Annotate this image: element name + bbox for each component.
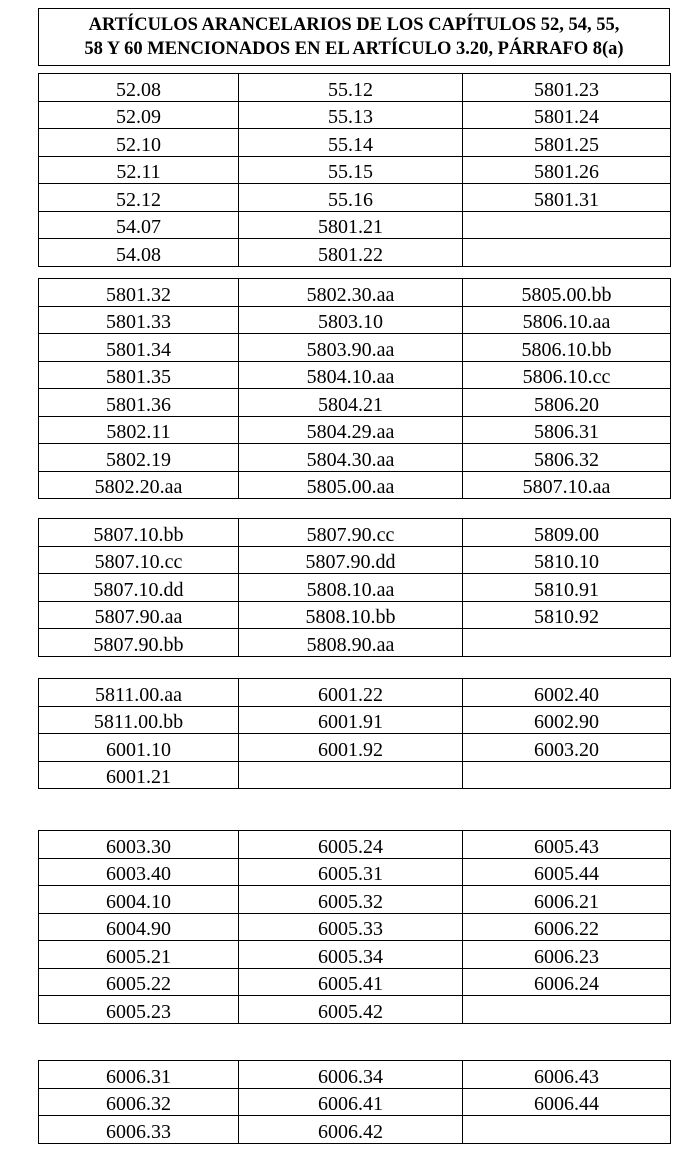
table-row bbox=[39, 831, 671, 859]
table-row bbox=[39, 184, 671, 212]
tariff-code-cell: 5801.34 bbox=[39, 334, 239, 362]
tariff-table bbox=[38, 1060, 671, 1144]
tariff-code-cell: 5801.25 bbox=[463, 129, 671, 157]
tariff-code-cell bbox=[463, 1116, 671, 1144]
tariff-code-cell: 5810.10 bbox=[463, 546, 671, 574]
tariff-code-cell: 5806.10.bb bbox=[463, 334, 671, 362]
tariff-code-cell: 5801.26 bbox=[463, 156, 671, 184]
tariff-code-cell bbox=[463, 761, 671, 789]
tariff-code-cell: 5811.00.aa bbox=[39, 679, 239, 707]
tariff-code-cell: 54.07 bbox=[39, 211, 239, 239]
tariff-code-cell: 6003.40 bbox=[39, 858, 239, 886]
table-row bbox=[39, 968, 671, 996]
tariff-code-cell: 5801.24 bbox=[463, 101, 671, 129]
table-row bbox=[39, 101, 671, 129]
tariff-code-cell: 6005.21 bbox=[39, 941, 239, 969]
tariff-table bbox=[38, 73, 671, 267]
table-row bbox=[39, 886, 671, 914]
tariff-code-cell: 54.08 bbox=[39, 239, 239, 267]
tariff-code-cell: 6005.42 bbox=[239, 996, 463, 1024]
tariff-code-cell: 5801.33 bbox=[39, 306, 239, 334]
table-row bbox=[39, 129, 671, 157]
tariff-table-6 bbox=[38, 1060, 670, 1144]
tariff-code-cell: 55.16 bbox=[239, 184, 463, 212]
table-row bbox=[39, 156, 671, 184]
tariff-code-cell: 6005.22 bbox=[39, 968, 239, 996]
tariff-code-cell: 5802.20.aa bbox=[39, 471, 239, 499]
tariff-code-cell: 6006.34 bbox=[239, 1061, 463, 1089]
tariff-code-cell bbox=[239, 761, 463, 789]
tariff-code-cell: 6001.92 bbox=[239, 734, 463, 762]
table-row bbox=[39, 74, 671, 102]
tariff-code-cell: 52.10 bbox=[39, 129, 239, 157]
tariff-table-5 bbox=[38, 830, 670, 1024]
tariff-code-cell bbox=[463, 629, 671, 657]
tariff-code-cell: 5801.23 bbox=[463, 74, 671, 102]
tariff-code-cell: 5806.10.cc bbox=[463, 361, 671, 389]
tariff-code-cell: 6002.40 bbox=[463, 679, 671, 707]
tariff-code-cell: 6006.32 bbox=[39, 1088, 239, 1116]
tariff-code-cell: 5803.90.aa bbox=[239, 334, 463, 362]
tariff-table bbox=[38, 518, 671, 657]
table-row bbox=[39, 546, 671, 574]
table-row bbox=[39, 334, 671, 362]
tariff-code-cell: 5802.11 bbox=[39, 416, 239, 444]
tariff-code-cell: 6006.21 bbox=[463, 886, 671, 914]
tariff-code-cell: 5809.00 bbox=[463, 519, 671, 547]
tariff-code-cell: 5801.22 bbox=[239, 239, 463, 267]
tariff-code-cell: 6003.30 bbox=[39, 831, 239, 859]
table-row bbox=[39, 389, 671, 417]
tariff-code-cell: 52.11 bbox=[39, 156, 239, 184]
tariff-code-cell: 5807.10.aa bbox=[463, 471, 671, 499]
tariff-code-cell: 5808.90.aa bbox=[239, 629, 463, 657]
tariff-code-cell: 6002.90 bbox=[463, 706, 671, 734]
table-row bbox=[39, 471, 671, 499]
tariff-code-cell: 6006.42 bbox=[239, 1116, 463, 1144]
tariff-code-cell: 6001.22 bbox=[239, 679, 463, 707]
table-row bbox=[39, 629, 671, 657]
table-row bbox=[39, 306, 671, 334]
table-row bbox=[39, 858, 671, 886]
tariff-code-cell: 6001.21 bbox=[39, 761, 239, 789]
tariff-code-cell: 6005.32 bbox=[239, 886, 463, 914]
table-row bbox=[39, 996, 671, 1024]
tariff-code-cell: 6006.43 bbox=[463, 1061, 671, 1089]
tariff-table bbox=[38, 278, 671, 499]
table-row bbox=[39, 913, 671, 941]
tariff-code-cell: 5805.00.aa bbox=[239, 471, 463, 499]
tariff-code-cell: 5806.10.aa bbox=[463, 306, 671, 334]
table-row bbox=[39, 574, 671, 602]
tariff-code-cell: 5807.90.bb bbox=[39, 629, 239, 657]
tariff-code-cell: 5804.21 bbox=[239, 389, 463, 417]
tariff-code-cell: 6005.31 bbox=[239, 858, 463, 886]
title-line-1: ARTÍCULOS ARANCELARIOS DE LOS CAPÍTULOS 52, 54, 55, bbox=[88, 15, 620, 35]
table-row bbox=[39, 734, 671, 762]
tariff-code-cell: 5808.10.bb bbox=[239, 601, 463, 629]
table-row bbox=[39, 679, 671, 707]
table-row bbox=[39, 706, 671, 734]
tariff-table-3 bbox=[38, 518, 670, 657]
tariff-code-cell: 6005.41 bbox=[239, 968, 463, 996]
tariff-code-cell: 5806.31 bbox=[463, 416, 671, 444]
tariff-code-cell: 6001.91 bbox=[239, 706, 463, 734]
tariff-code-cell: 5802.19 bbox=[39, 444, 239, 472]
tariff-code-cell: 52.12 bbox=[39, 184, 239, 212]
table-row bbox=[39, 1061, 671, 1089]
tariff-code-cell: 5801.21 bbox=[239, 211, 463, 239]
document-title bbox=[38, 8, 670, 66]
tariff-code-cell: 6006.31 bbox=[39, 1061, 239, 1089]
tariff-code-cell: 5804.10.aa bbox=[239, 361, 463, 389]
tariff-code-cell: 5807.10.bb bbox=[39, 519, 239, 547]
tariff-code-cell: 6006.44 bbox=[463, 1088, 671, 1116]
tariff-code-cell: 6005.24 bbox=[239, 831, 463, 859]
tariff-code-cell: 5804.29.aa bbox=[239, 416, 463, 444]
tariff-code-cell: 5810.92 bbox=[463, 601, 671, 629]
tariff-code-cell: 5801.35 bbox=[39, 361, 239, 389]
tariff-code-cell: 6006.33 bbox=[39, 1116, 239, 1144]
table-row bbox=[39, 416, 671, 444]
tariff-table-1 bbox=[38, 73, 670, 267]
tariff-code-cell bbox=[463, 996, 671, 1024]
tariff-code-cell: 6004.10 bbox=[39, 886, 239, 914]
tariff-code-cell: 6005.33 bbox=[239, 913, 463, 941]
tariff-code-cell: 6006.24 bbox=[463, 968, 671, 996]
table-row bbox=[39, 941, 671, 969]
tariff-code-cell: 6006.23 bbox=[463, 941, 671, 969]
tariff-code-cell: 6005.44 bbox=[463, 858, 671, 886]
table-row bbox=[39, 761, 671, 789]
table-row bbox=[39, 211, 671, 239]
tariff-code-cell: 5805.00.bb bbox=[463, 279, 671, 307]
table-row bbox=[39, 601, 671, 629]
tariff-code-cell: 5807.90.aa bbox=[39, 601, 239, 629]
tariff-code-cell: 5801.32 bbox=[39, 279, 239, 307]
tariff-code-cell: 5811.00.bb bbox=[39, 706, 239, 734]
tariff-code-cell bbox=[463, 239, 671, 267]
table-row bbox=[39, 279, 671, 307]
table-row bbox=[39, 239, 671, 267]
tariff-code-cell: 6005.23 bbox=[39, 996, 239, 1024]
table-row bbox=[39, 361, 671, 389]
tariff-code-cell: 5808.10.aa bbox=[239, 574, 463, 602]
tariff-code-cell: 5807.90.dd bbox=[239, 546, 463, 574]
tariff-code-cell: 55.13 bbox=[239, 101, 463, 129]
tariff-table bbox=[38, 830, 671, 1024]
tariff-code-cell: 5807.10.dd bbox=[39, 574, 239, 602]
tariff-code-cell: 6006.22 bbox=[463, 913, 671, 941]
tariff-code-cell: 5806.32 bbox=[463, 444, 671, 472]
tariff-code-cell bbox=[463, 211, 671, 239]
table-row bbox=[39, 519, 671, 547]
tariff-code-cell: 52.09 bbox=[39, 101, 239, 129]
tariff-table-4 bbox=[38, 678, 670, 789]
tariff-code-cell: 6003.20 bbox=[463, 734, 671, 762]
tariff-table-2 bbox=[38, 278, 670, 499]
tariff-code-cell: 5806.20 bbox=[463, 389, 671, 417]
table-row bbox=[39, 1116, 671, 1144]
tariff-code-cell: 6004.90 bbox=[39, 913, 239, 941]
title-line-2: 58 Y 60 MENCIONADOS EN EL ARTÍCULO 3.20, PÁRRAFO 8(a) bbox=[84, 39, 624, 59]
tariff-code-cell: 5803.10 bbox=[239, 306, 463, 334]
tariff-code-cell: 55.15 bbox=[239, 156, 463, 184]
tariff-code-cell: 6001.10 bbox=[39, 734, 239, 762]
tariff-code-cell: 5810.91 bbox=[463, 574, 671, 602]
tariff-code-cell: 6005.43 bbox=[463, 831, 671, 859]
tariff-code-cell: 6005.34 bbox=[239, 941, 463, 969]
tariff-code-cell: 5801.31 bbox=[463, 184, 671, 212]
tariff-code-cell: 5804.30.aa bbox=[239, 444, 463, 472]
tariff-table bbox=[38, 678, 671, 789]
tariff-code-cell: 5807.10.cc bbox=[39, 546, 239, 574]
table-row bbox=[39, 1088, 671, 1116]
tariff-code-cell: 5801.36 bbox=[39, 389, 239, 417]
table-row bbox=[39, 444, 671, 472]
tariff-code-cell: 55.14 bbox=[239, 129, 463, 157]
tariff-code-cell: 5802.30.aa bbox=[239, 279, 463, 307]
tariff-code-cell: 52.08 bbox=[39, 74, 239, 102]
tariff-code-cell: 55.12 bbox=[239, 74, 463, 102]
tariff-code-cell: 5807.90.cc bbox=[239, 519, 463, 547]
tariff-code-cell: 6006.41 bbox=[239, 1088, 463, 1116]
